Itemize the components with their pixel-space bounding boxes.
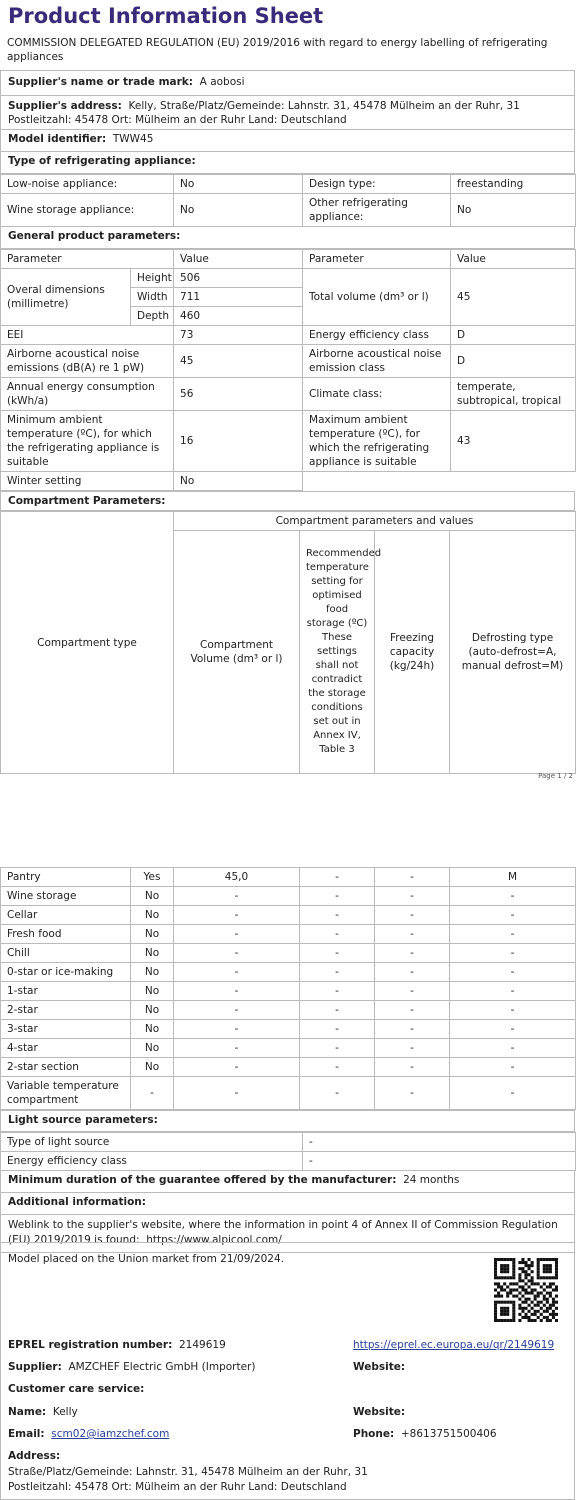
address-label xyxy=(8,1450,60,1462)
compartment-present: No xyxy=(131,906,174,925)
table-row xyxy=(1,925,576,944)
col-recommended-temp: Recommended temperature setting for optimised food storage (ºC) These settings shall not contradict the storage conditions set out in Annex IV, Table 3 xyxy=(300,531,375,774)
compartment-freezing: - xyxy=(375,906,450,925)
supplier-address-row xyxy=(0,96,575,130)
type-section-label: Type of refrigerating appliance: xyxy=(8,155,196,167)
website2-label: Website: xyxy=(353,1406,406,1418)
compartment-volume: - xyxy=(174,1020,300,1039)
col-compartment-type: Compartment type xyxy=(1,512,174,774)
website-row xyxy=(353,1361,405,1373)
compartment-defrost: - xyxy=(450,906,576,925)
other-refrigerating-label: Other refrigerating appliance: xyxy=(303,194,451,227)
website2-row xyxy=(353,1406,405,1418)
table-row xyxy=(1,944,576,963)
care-label: Customer care service: xyxy=(8,1383,145,1395)
general-label: General product parameters: xyxy=(8,230,181,242)
compartment-defrost: - xyxy=(450,1001,576,1020)
compartment-temp: - xyxy=(300,868,375,887)
type-table xyxy=(0,174,576,227)
col-freezing-capacity: Freezing capacity (kg/24h) xyxy=(375,531,450,774)
light-type-label: Type of light source xyxy=(1,1133,303,1152)
supplier-name-value: A aobosi xyxy=(199,76,245,88)
design-type-label: Design type: xyxy=(303,175,451,194)
compartment-group-header: Compartment parameters and values xyxy=(174,512,576,531)
compartment-volume: - xyxy=(174,1077,300,1110)
wine-storage-value: No xyxy=(174,194,303,227)
table-row xyxy=(1,887,576,906)
eei-label: EEI xyxy=(1,326,174,345)
col-value-header-2: Value xyxy=(451,250,576,269)
card-address-label: Address: xyxy=(8,1450,61,1462)
noise-label: Airborne acoustical noise emissions (dB(A) re 1 pW) xyxy=(1,345,174,378)
eei-value: 73 xyxy=(174,326,303,345)
col-param-header-2: Parameter xyxy=(303,250,451,269)
compartment-heading xyxy=(0,491,575,511)
compartment-present: No xyxy=(131,982,174,1001)
care-row xyxy=(8,1383,144,1395)
table-row xyxy=(1,982,576,1001)
email-label: Email: xyxy=(8,1428,45,1440)
compartment-present: No xyxy=(131,1001,174,1020)
compartment-freezing: - xyxy=(375,868,450,887)
compartment-volume: - xyxy=(174,1001,300,1020)
compartment-freezing: - xyxy=(375,1058,450,1077)
energy-class-label: Energy efficiency class xyxy=(303,326,451,345)
table-row xyxy=(1,1058,576,1077)
card-supplier-value: AMZCHEF Electric GmbH (Importer) xyxy=(68,1361,256,1373)
compartment-name: Wine storage xyxy=(1,887,131,906)
page-two xyxy=(0,867,575,1253)
compartment-present: No xyxy=(131,887,174,906)
compartment-volume: - xyxy=(174,887,300,906)
winter-setting-value: No xyxy=(174,472,303,491)
compartment-freezing: - xyxy=(375,982,450,1001)
compartment-freezing: - xyxy=(375,1020,450,1039)
depth-label: Depth xyxy=(131,307,174,326)
compartment-name: 3-star xyxy=(1,1020,131,1039)
name-value: Kelly xyxy=(52,1406,78,1418)
additional-label: Additional information: xyxy=(8,1196,146,1208)
guarantee-label: Minimum duration of the guarantee offered by the manufacturer: xyxy=(8,1174,397,1186)
compartment-name: 2-star section xyxy=(1,1058,131,1077)
light-eclass-label: Energy efficiency class xyxy=(1,1152,303,1171)
supplier-address-label: Supplier's address: xyxy=(8,100,122,112)
compartment-temp: - xyxy=(300,1020,375,1039)
compartment-volume: - xyxy=(174,982,300,1001)
compartment-defrost: - xyxy=(450,1039,576,1058)
compartment-name: Variable temperature compartment xyxy=(1,1077,131,1110)
compartment-present: No xyxy=(131,1039,174,1058)
col-compartment-volume: Compartment Volume (dm³ or l) xyxy=(174,531,300,774)
general-table xyxy=(0,249,576,491)
other-refrigerating-value: No xyxy=(451,194,576,227)
website-label: Website: xyxy=(353,1361,406,1373)
compartment-volume: - xyxy=(174,963,300,982)
model-row xyxy=(0,130,575,152)
guarantee-value: 24 months xyxy=(403,1174,460,1186)
compartment-freezing: - xyxy=(375,1001,450,1020)
compartment-name: 0-star or ice-making xyxy=(1,963,131,982)
compartment-volume: 45,0 xyxy=(174,868,300,887)
supplier-name-label: Supplier's name or trade mark: xyxy=(8,76,193,88)
additional-url[interactable]: https://www.alpicool.com/ xyxy=(146,1234,282,1246)
compartment-temp: - xyxy=(300,944,375,963)
design-type-value: freestanding xyxy=(451,175,576,194)
compartment-header-table xyxy=(0,511,576,774)
regulation-text: COMMISSION DELEGATED REGULATION (EU) 2019/2016 with regard to energy labelling of refrigerating appliances xyxy=(7,37,548,63)
winter-setting-label: Winter setting xyxy=(1,472,174,491)
compartment-temp: - xyxy=(300,906,375,925)
compartment-defrost: M xyxy=(450,868,576,887)
compartment-temp: - xyxy=(300,925,375,944)
noise-class-value: D xyxy=(451,345,576,378)
compartment-defrost: - xyxy=(450,887,576,906)
eprel-link[interactable]: https://eprel.ec.europa.eu/qr/2149619 xyxy=(353,1339,555,1351)
light-heading xyxy=(0,1110,575,1132)
compartment-label: Compartment Parameters: xyxy=(8,495,166,507)
compartment-name: 2-star xyxy=(1,1001,131,1020)
phone-row xyxy=(353,1428,497,1440)
max-temp-label: Maximum ambient temperature (ºC), for which the refrigerating appliance is suitable xyxy=(303,411,451,472)
guarantee-row xyxy=(0,1171,575,1193)
low-noise-label: Low-noise appliance: xyxy=(1,175,174,194)
width-value: 711 xyxy=(174,288,303,307)
compartment-freezing: - xyxy=(375,887,450,906)
height-label: Height xyxy=(131,269,174,288)
col-param-header: Parameter xyxy=(1,250,174,269)
supplier-row xyxy=(8,1361,255,1373)
name-label: Name: xyxy=(8,1406,47,1418)
page-title: Product Information Sheet xyxy=(8,4,324,28)
additional-text: Weblink to the supplier's website, where the information in point 4 of Annex II of Commission Regulation (EU) 2019/2019 is found: xyxy=(8,1219,558,1246)
compartment-name: Cellar xyxy=(1,906,131,925)
wine-storage-label: Wine storage appliance: xyxy=(1,194,174,227)
table-row xyxy=(1,1001,576,1020)
compartment-defrost: - xyxy=(450,925,576,944)
compartment-present: No xyxy=(131,925,174,944)
compartment-defrost: - xyxy=(450,982,576,1001)
general-heading xyxy=(0,227,575,249)
compartment-defrost: - xyxy=(450,1058,576,1077)
noise-value: 45 xyxy=(174,345,303,378)
min-temp-label: Minimum ambient temperature (ºC), for which the refrigerating appliance is suitable xyxy=(1,411,174,472)
compartment-temp: - xyxy=(300,963,375,982)
low-noise-value: No xyxy=(174,175,303,194)
compartment-name: Fresh food xyxy=(1,925,131,944)
height-value: 506 xyxy=(174,269,303,288)
compartment-temp: - xyxy=(300,1039,375,1058)
climate-class-label: Climate class: xyxy=(303,378,451,411)
compartment-volume: - xyxy=(174,925,300,944)
climate-class-value: temperate, subtropical, tropical xyxy=(451,378,576,411)
light-type-value: - xyxy=(303,1133,576,1152)
compartment-volume: - xyxy=(174,944,300,963)
placed-on-market: Model placed on the Union market from 21/09/2024. xyxy=(8,1253,285,1265)
supplier-address-value: Kelly, Straße/Platz/Gemeinde: Lahnstr. 31, 45478 Mülheim an der Ruhr, 31 Postleitzahl: 45478 Ort: Mülheim an der Ruhr Land: Deutschland xyxy=(8,100,520,126)
compartment-name: Chill xyxy=(1,944,131,963)
model-value: TWW45 xyxy=(112,133,154,145)
card-supplier-label: Supplier: xyxy=(8,1361,62,1373)
model-label: Model identifier: xyxy=(8,133,107,145)
eprel-label: EPREL registration number: xyxy=(8,1339,173,1351)
total-volume-value: 45 xyxy=(451,269,576,326)
table-row xyxy=(1,868,576,887)
compartment-temp: - xyxy=(300,1077,375,1110)
phone-label: Phone: xyxy=(353,1428,395,1440)
compartment-name: Pantry xyxy=(1,868,131,887)
eprel-row xyxy=(8,1339,226,1351)
compartment-temp: - xyxy=(300,1058,375,1077)
compartment-present: Yes xyxy=(131,868,174,887)
compartment-defrost: - xyxy=(450,944,576,963)
compartment-present: No xyxy=(131,963,174,982)
compartment-freezing: - xyxy=(375,1039,450,1058)
compartment-volume: - xyxy=(174,1058,300,1077)
eprel-value: 2149619 xyxy=(178,1339,226,1351)
dimensions-label: Overal dimensions (millimetre) xyxy=(1,269,131,326)
compartment-name: 1-star xyxy=(1,982,131,1001)
additional-heading xyxy=(0,1193,575,1215)
compartment-temp: - xyxy=(300,982,375,1001)
compartment-present: No xyxy=(131,1020,174,1039)
table-row xyxy=(1,1039,576,1058)
table-row xyxy=(1,1077,576,1110)
eprel-card xyxy=(0,1242,575,1500)
phone-value: +8613751500406 xyxy=(400,1428,497,1440)
compartment-volume: - xyxy=(174,1039,300,1058)
empty-cell xyxy=(303,472,576,491)
address-line-1: Straße/Platz/Gemeinde: Lahnstr. 31, 45478 Mülheim an der Ruhr, 31 xyxy=(8,1466,368,1478)
light-label: Light source parameters: xyxy=(8,1114,158,1126)
compartment-defrost: - xyxy=(450,1077,576,1110)
compartment-defrost: - xyxy=(450,963,576,982)
col-defrosting-type: Defrosting type (auto-defrost=A, manual defrost=M) xyxy=(450,531,576,774)
energy-class-value: D xyxy=(451,326,576,345)
light-table xyxy=(0,1132,576,1171)
type-section-heading xyxy=(0,152,575,174)
name-row xyxy=(8,1406,78,1418)
compartment-volume: - xyxy=(174,906,300,925)
compartment-present: - xyxy=(131,1077,174,1110)
table-row xyxy=(1,1020,576,1039)
width-label: Width xyxy=(131,288,174,307)
col-value-header: Value xyxy=(174,250,303,269)
compartment-present: No xyxy=(131,1058,174,1077)
compartment-freezing: - xyxy=(375,1077,450,1110)
supplier-name-row xyxy=(0,70,575,96)
page-number: Page 1 / 2 xyxy=(538,772,573,780)
annual-energy-label: Annual energy consumption (kWh/a) xyxy=(1,378,174,411)
compartment-rows-table xyxy=(0,867,576,1110)
qr-code-icon[interactable] xyxy=(494,1258,558,1322)
email-row xyxy=(8,1428,169,1440)
max-temp-value: 43 xyxy=(451,411,576,472)
compartment-defrost: - xyxy=(450,1020,576,1039)
email-link[interactable]: scm02@iamzchef.com xyxy=(51,1428,170,1440)
compartment-freezing: - xyxy=(375,944,450,963)
total-volume-label: Total volume (dm³ or l) xyxy=(303,269,451,326)
annual-energy-value: 56 xyxy=(174,378,303,411)
compartment-temp: - xyxy=(300,1001,375,1020)
compartment-name: 4-star xyxy=(1,1039,131,1058)
compartment-freezing: - xyxy=(375,925,450,944)
address-line-2: Postleitzahl: 45478 Ort: Mülheim an der Ruhr Land: Deutschland xyxy=(8,1481,347,1493)
compartment-present: No xyxy=(131,944,174,963)
light-eclass-value: - xyxy=(303,1152,576,1171)
table-row xyxy=(1,963,576,982)
table-row xyxy=(1,906,576,925)
noise-class-label: Airborne acoustical noise emission class xyxy=(303,345,451,378)
min-temp-value: 16 xyxy=(174,411,303,472)
compartment-freezing: - xyxy=(375,963,450,982)
depth-value: 460 xyxy=(174,307,303,326)
compartment-temp: - xyxy=(300,887,375,906)
